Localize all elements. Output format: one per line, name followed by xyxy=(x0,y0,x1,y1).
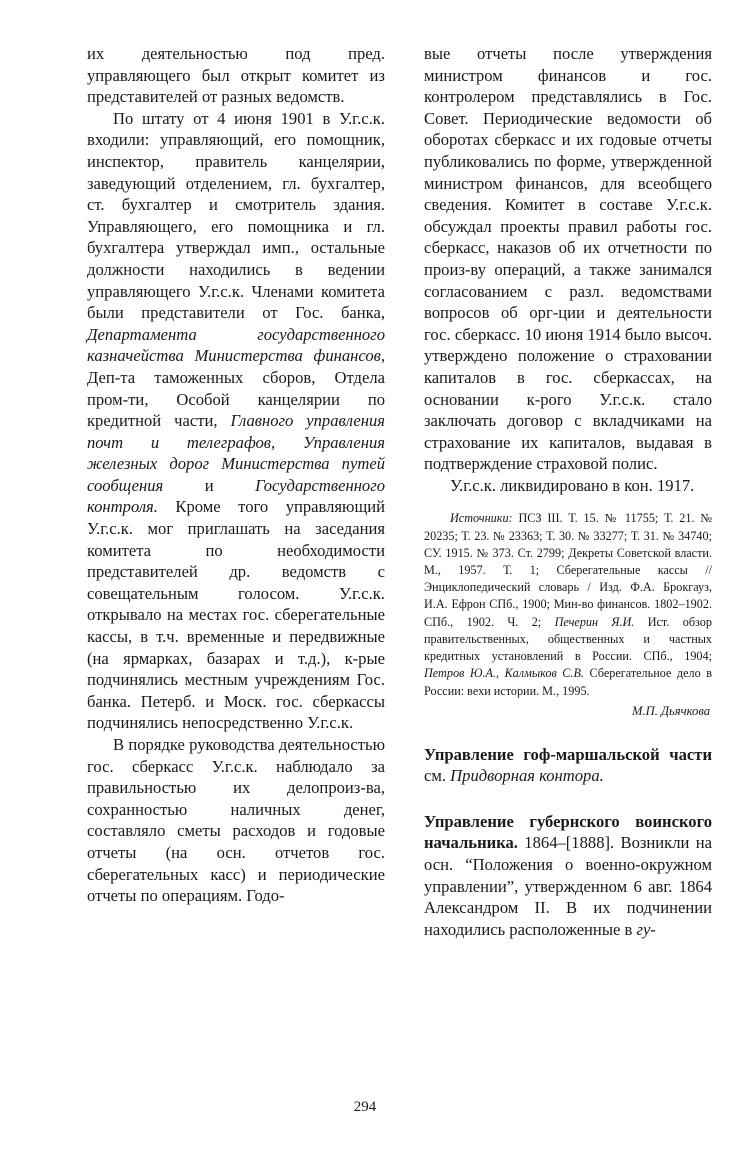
paragraph xyxy=(87,108,385,734)
paragraph: У.г.с.к. ликвидировано в кон. 1917. xyxy=(450,475,695,495)
cited-author: Печерин Я.И. xyxy=(554,614,635,629)
text: , Деп-та таможенных сборов, Отдела пром-ти, Особой канцелярии по кредитной части, xyxy=(87,346,385,431)
paragraph: вые отчеты после утверждения министром финансов и гос. контролером представлялись в Гос. Совет. Периодические ведомости об оборотах сберкасс и их годовые отчеты публиковались по форме, утвержденной министром финансов, для всеобщего сведения. Комитет в составе У.г.с.к. обсуждал проекты правил работы гос. сберкасс, наказов об их отчетности по произ-ву операций, а также занимался согласованием с разл. ведомствами вопросов об орг-ции и деятельности гос. сберкасс. 10 июня 1914 было высоч. утверждено положение о страховании капиталов в гос. сберкассах, на основании к-рого У.г.с.к. стало заключать договор с вкладчиками на страхование их капиталов, выдавая в подтверждение страховой полис. xyxy=(424,44,712,474)
text: ПСЗ III. Т. 15. № 11755; Т. 21. № 20235; Т. 23. № 23363; Т. 30. № 33277; Т. 31. № 34740; СУ. 1915. № 373. Ст. 2799; Декреты Советской власти. М., 1957. Т. 1; Сберегательные кассы // Энциклопедический словарь / Изд. Ф.А. Брокгауз, И.А. Ефрон СПб., 1900; Мин-во финансов. 1802–1902. СПб., 1902. Ч. 2; xyxy=(424,511,712,629)
entry-dates: 1864–[1888]. xyxy=(517,833,615,853)
entry-heading xyxy=(424,744,712,787)
entry-heading xyxy=(424,811,712,941)
article-author: М.П. Дьячкова xyxy=(631,703,710,718)
paragraph: В порядке руководства деятельностью гос. сберкасс У.г.с.к. наблюдало за правильностью их делопроиз-ва, сохранностью наличных денег, составляло сметы расходов и годовые отчеты (на осн. отчетов гос. сберегательных касс) и периодические отчеты по операциям. Годо- xyxy=(87,735,385,906)
entry-title: Управление губернского воинского начальника. xyxy=(424,811,712,853)
left-column xyxy=(87,43,385,907)
text: По штату от 4 июня 1901 в У.г.с.к. входили: управляющий, его помощник, инспектор, правитель канцелярии, заведующий отделением, гл. бухгалтер, ст. бухгалтер и смотритель здания. Управляющего, его помощника и гл. бухгалтера утверждал имп., остальные должности находились в ведении управляющего У.г.с.к. Членами комитета были представители от Гос. банка, xyxy=(87,108,385,323)
entry-title: Управление гоф-маршальской части xyxy=(424,744,712,764)
page-number: 294 xyxy=(353,1099,377,1115)
text: см. xyxy=(424,766,451,786)
text: Кроме того управляющий У.г.с.к. мог приглашать на заседания комитета по необходимости представителей др. ведомств с совещательным голосом. У.г.с.к. открывало на местах гос. сберегательные кассы, в т.ч. временные и передвижные (на ярмарках, базарах и т.д.), к-рые подчинялись местным учреждениям Гос. банка. Петерб. и Моск. гос. сберкассы подчинялись непосредственно У.г.с.к. xyxy=(87,497,385,733)
text: Ист. обзор правительственных, общественных и частных кредитных установлений в России. СПб., 1904; xyxy=(424,614,712,664)
text: Возникли на осн. “Положения о военно-окружном управлении”, утвержденном 6 авг. 1864 Александром II. В их подчинении находились расположенные в xyxy=(424,833,712,939)
text: Сберегательное дело в России: вехи истории. М., 1995. xyxy=(424,666,712,698)
italic-term: Главного управления почт и телеграфов, Управления железных дорог Министерства путей сообщения xyxy=(87,411,385,495)
text: и xyxy=(163,475,256,495)
text: гу- xyxy=(636,919,656,939)
italic-term: Государственного контроля. xyxy=(87,475,385,517)
italic-term: Департамента государственного казначейства Министерства финансов xyxy=(87,324,385,366)
paragraph: их деятельностью под пред. управляющего был открыт комитет из представителей от разных ведомств. xyxy=(87,44,385,107)
right-column xyxy=(424,43,712,940)
cited-author: Петров Ю.А., Калмыков С.В. xyxy=(424,666,584,681)
cross-reference: Придворная контора. xyxy=(450,766,604,786)
sources-label: Источники: xyxy=(450,511,513,526)
sources xyxy=(424,510,712,699)
